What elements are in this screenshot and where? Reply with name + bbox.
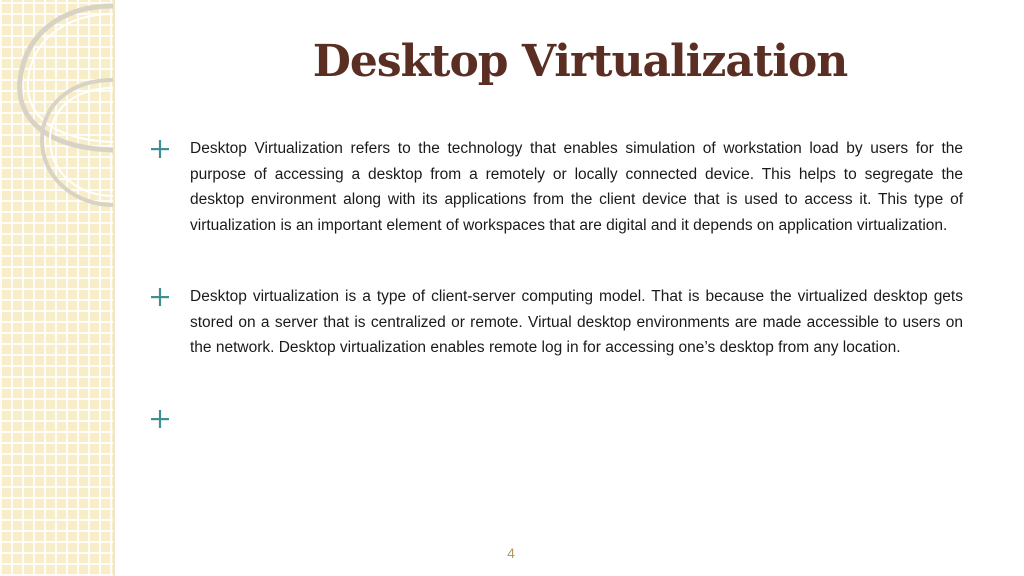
bullet-text: Desktop Virtualization refers to the technology that enables simulation of workstation load by users for the purpose of accessing a desktop from a remotely or locally connected device. This helps to segregate the desktop environment along with its applications from the client device that is used to access it. This type of virtualization is an important element of workspaces that are digital and it depends on application virtualization.	[190, 140, 963, 234]
slide-title: Desktop Virtualization	[312, 36, 848, 87]
plus-icon	[150, 138, 172, 160]
plus-icon	[150, 286, 172, 308]
panel-edge	[113, 0, 115, 576]
decorative-arcs	[0, 0, 113, 576]
page-number: 4	[507, 545, 515, 561]
bullet-text: Desktop virtualization is a type of client-server computing model. That is because the virtualized desktop gets stored on a server that is centralized or remote. Virtual desktop environments are made accessible to users on the network. Desktop virtualization enables remote log in for accessing one’s desktop from any location.	[190, 288, 963, 357]
decorative-side-panel	[0, 0, 113, 576]
plus-icon	[150, 408, 172, 430]
